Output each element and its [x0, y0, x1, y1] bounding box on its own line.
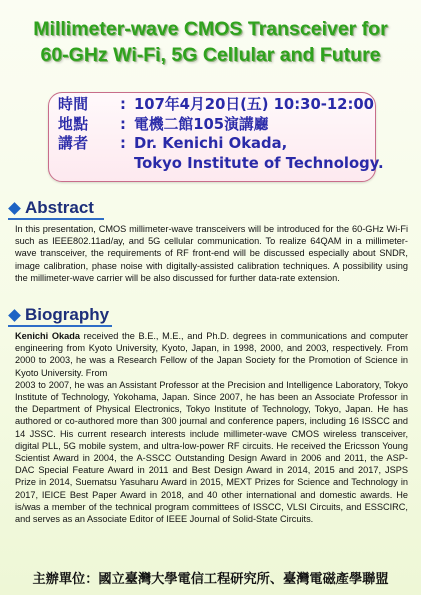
abstract-heading — [8, 198, 94, 218]
speaker-colon: : — [120, 135, 126, 152]
poster-title — [0, 16, 421, 68]
affiliation-row — [58, 154, 384, 174]
affiliation-spacer — [58, 154, 120, 174]
organizer-footer: 主辦單位：國立臺灣大學電信工程研究所、臺灣電磁產學聯盟 — [32, 572, 389, 587]
speaker-value: Dr. Kenichi Okada, — [134, 135, 288, 152]
abstract-underline — [8, 218, 104, 220]
title-line-1: Millimeter-wave CMOS Transceiver for — [33, 18, 388, 40]
place-row — [58, 115, 384, 135]
place-value: 電機二館105演講廳 — [134, 115, 269, 133]
speaker-name: Kenichi Okada — [15, 331, 80, 341]
time-row — [58, 95, 384, 115]
affiliation-colon-spacer — [120, 154, 134, 174]
diamond-bullet-icon — [8, 309, 21, 322]
biography-heading-text: Biography — [25, 305, 110, 324]
biography-part-1: received the B.E., M.E., and Ph.D. degrees in communications and computer engineering from Kyoto University, Kyoto, Japan, in 1998, 2000, and 2003, respectively. From 2000 to 2003, he was a Research Fellow of the Japan Society for the Promotion of Science in Kyoto University. From — [15, 331, 408, 378]
place-label: 地點 — [58, 115, 89, 133]
place-colon: : — [120, 115, 126, 133]
speaker-row — [58, 134, 384, 154]
time-colon: : — [120, 96, 126, 113]
diamond-bullet-icon — [8, 202, 21, 215]
time-label: 時間 — [58, 96, 89, 113]
title-line-2: 60-GHz Wi-Fi, 5G Cellular and Future — [40, 44, 381, 66]
speaker-affiliation: Tokyo Institute of Technology. — [134, 154, 384, 172]
abstract-heading-text: Abstract — [25, 198, 94, 217]
biography-underline — [8, 325, 112, 327]
biography-text — [15, 330, 408, 525]
biography-heading — [8, 305, 109, 325]
time-value: 107年4月20日(五) 10:30-12:00 — [134, 96, 374, 113]
event-info — [58, 95, 384, 173]
speaker-label: 講者 — [58, 135, 89, 152]
biography-part-2: 2003 to 2007, he was an Assistant Professor at the Precision and Intelligence Laboratory, Tokyo Institute of Technology, Yokohama, Japan. Since 2007, he has been an Associate Professor in the Department of Physical Electronics, Tokyo Institute of Technology, Tokyo, Japan. He has authored or co-authored more than 300 journal and conference papers, including 16 ISSCC and 14 JSSC. His current research interests include millimeter-wave CMOS wireless transceiver, digital PLL, 5G mobile system, and ultra-low-power RF circuits. He received the Ericsson Young Scientist Award in 2004, the A-SSCC Outstanding Design Award in 2006 and 2011, the ASP-DAC Special Feature Award in 2011 and Best Design Award in 2014, 2015 and 2017, JSPS Prize in 2014, Suematsu Yasuharu Award in 2015, MEXT Prizes for Science and Technology in 2017, IEICE Best Paper Award in 2018, and 40 other international and domestic awards. He is/was a member of the technical program committees of ISSCC, VLSI Circuits, and ESSCIRC, and serves as an Associate Editor of IEEE Journal of Solid-State Circuits. — [15, 379, 408, 525]
abstract-text: In this presentation, CMOS millimeter-wave transceivers will be introduced for the 60-GHz Wi-Fi such as IEEE802.11ad/ay, and 5G cellular communication. To realize 64QAM in a millimeter-wave transceiver, the requirements of RF front-end will be discussed especially about SNDR, image calibration, phase noise with digitally-assisted calibration techniques. A possibility using the millimeter-wave carrier will be also discussed for further data-rate extension. — [15, 224, 408, 283]
